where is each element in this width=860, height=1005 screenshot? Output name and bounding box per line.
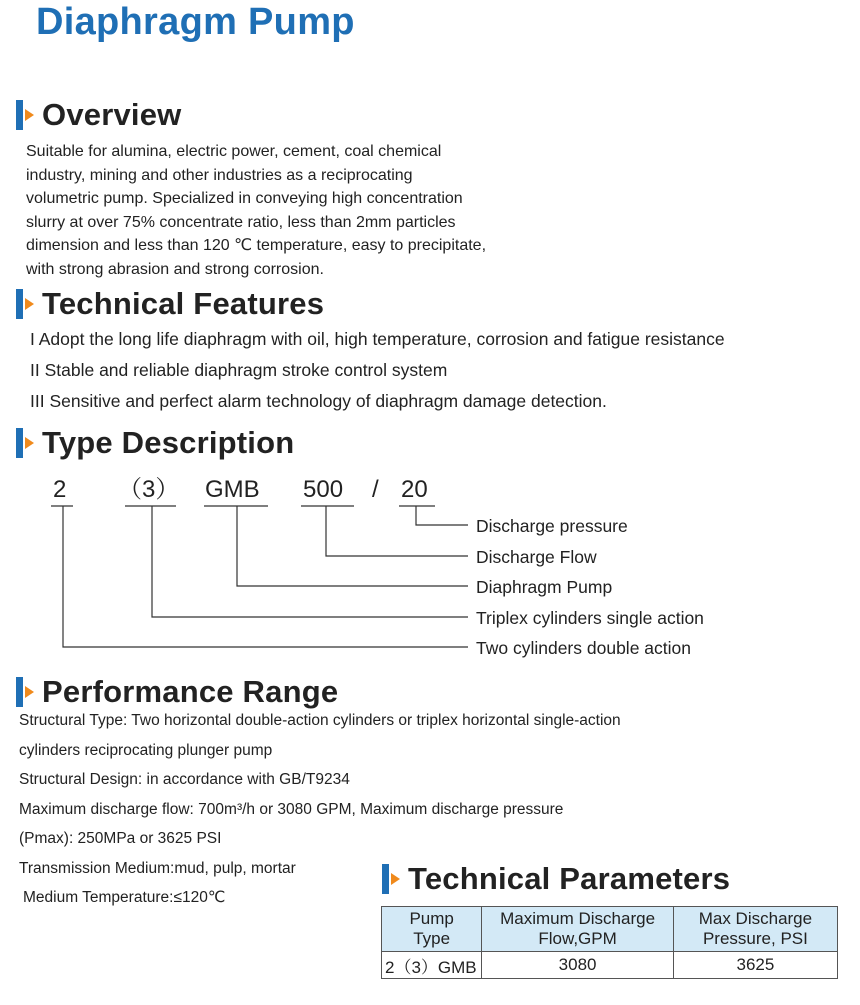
legend-two-cylinders: Two cylinders double action	[476, 638, 691, 658]
legend-discharge-pressure: Discharge pressure	[476, 516, 628, 536]
header-line: Maximum Discharge	[500, 909, 656, 928]
legend-diaphragm-pump: Diaphragm Pump	[476, 577, 613, 597]
features-heading-text: Technical Features	[42, 286, 325, 321]
performance-line: Transmission Medium:mud, pulp, mortar	[19, 859, 296, 877]
header-max-flow	[482, 907, 674, 952]
header-line: Pressure, PSI	[702, 929, 808, 948]
header-line: Pump	[409, 909, 454, 928]
legend-triplex-cylinders: Triplex cylinders single action	[476, 608, 704, 628]
page-title: Diaphragm Pump	[36, 1, 355, 43]
code-separator-slash: /	[372, 476, 379, 503]
overview-line: volumetric pump. Specialized in conveying high concentration	[26, 190, 463, 207]
performance-line: Structural Type: Two horizontal double-action cylinders or triplex horizontal single-action	[19, 712, 621, 729]
table-row	[382, 952, 838, 979]
header-max-pressure	[673, 907, 837, 952]
code-segment-cylinders: 2	[53, 476, 67, 503]
table-cell-pump-type: 2（3）GMB	[382, 952, 482, 979]
section-marker-icon	[382, 862, 406, 896]
overview-heading-text: Overview	[42, 97, 182, 132]
performance-heading-text: Performance Range	[42, 674, 339, 709]
overview-line: industry, mining and other industries as a reciprocating	[26, 166, 413, 184]
header-line: Flow,GPM	[538, 929, 617, 948]
parameters-table	[381, 906, 838, 979]
performance-line: cylinders reciprocating plunger pump	[19, 741, 273, 759]
performance-line: (Pmax): 250MPa or 3625 PSI	[19, 830, 222, 847]
feature-item: III Sensitive and perfect alarm technology of diaphragm damage detection.	[30, 391, 607, 411]
table-cell-flow: 3080	[482, 952, 674, 979]
performance-line: Structural Design: in accordance with GB/T9234	[19, 771, 350, 788]
header-pump-type	[382, 907, 482, 952]
performance-line: Medium Temperature:≤120℃	[23, 889, 226, 906]
table-header-row	[382, 907, 838, 952]
legend-discharge-flow: Discharge Flow	[476, 547, 597, 567]
code-segment-pressure: 20	[401, 476, 428, 503]
header-line: Max Discharge	[698, 909, 813, 928]
parameters-heading-text: Technical Parameters	[408, 861, 731, 896]
overview-line: slurry at over 75% concentrate ratio, less than 2mm particles	[26, 213, 456, 231]
feature-item: II Stable and reliable diaphragm stroke control system	[30, 360, 448, 380]
parameters-heading	[382, 862, 730, 896]
overview-line: Suitable for alumina, electric power, cement, coal chemical	[26, 143, 442, 160]
overview-line: dimension and less than 120 ℃ temperature, easy to precipitate,	[26, 237, 487, 254]
table-cell-pressure: 3625	[673, 952, 837, 979]
feature-item: I Adopt the long life diaphragm with oil, high temperature, corrosion and fatigue resistance	[30, 329, 725, 349]
code-segment-triplex: （3）	[118, 476, 180, 503]
section-marker-icon	[16, 675, 40, 709]
performance-heading	[16, 675, 338, 709]
header-line: Type	[413, 929, 451, 948]
type-description-heading-text: Type Description	[42, 425, 295, 460]
performance-line: Maximum discharge flow: 700m³/h or 3080 GPM, Maximum discharge pressure	[19, 800, 564, 818]
code-segment-flow: 500	[303, 476, 344, 503]
overview-line: with strong abrasion and strong corrosion.	[26, 260, 324, 278]
code-segment-pump-type: GMB	[205, 476, 260, 503]
